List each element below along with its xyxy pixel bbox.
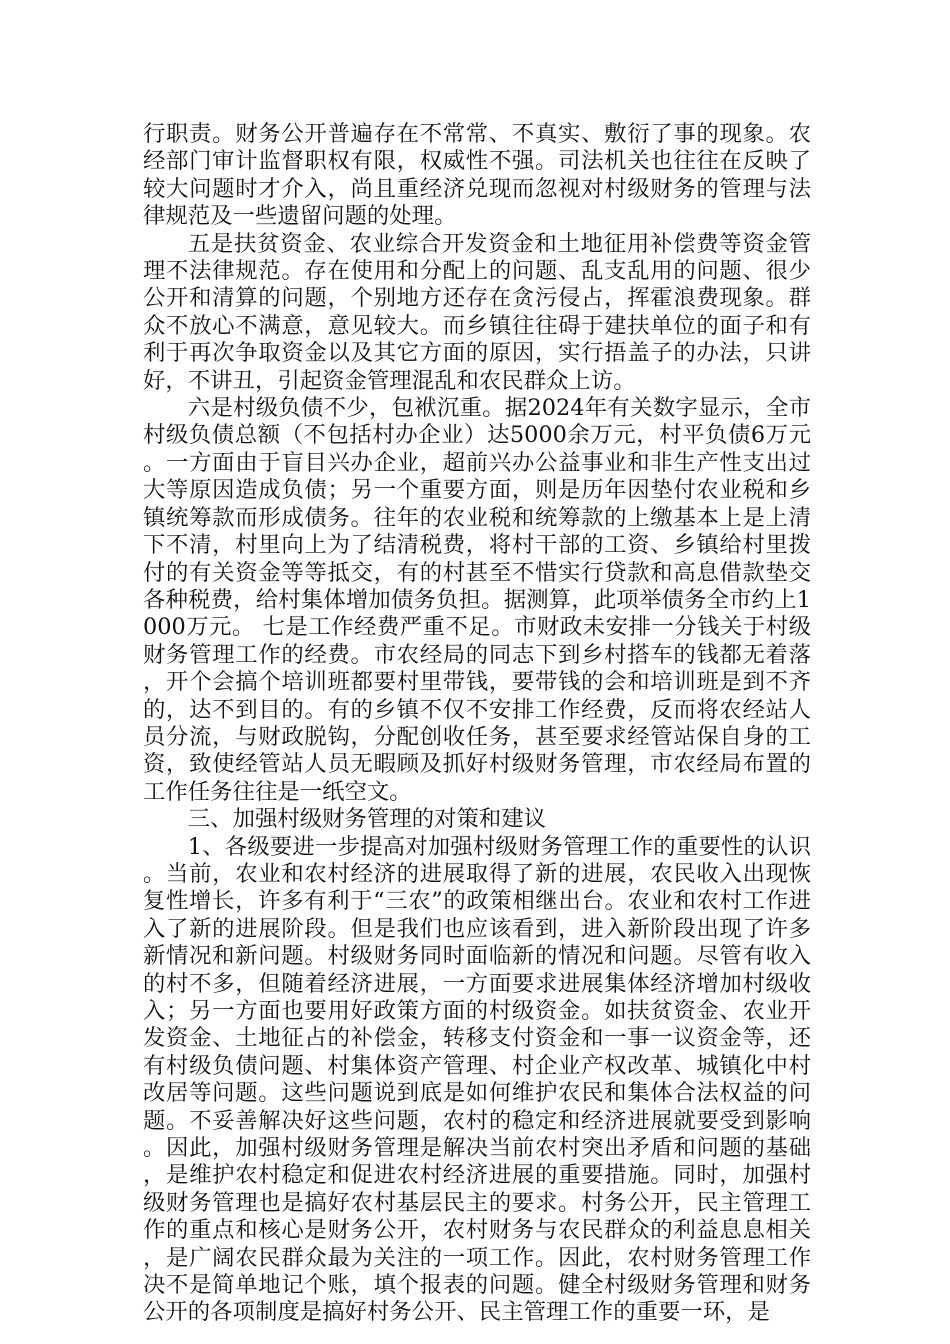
section-heading-three: 三、加强村级财务管理的对策和建议 bbox=[187, 806, 547, 833]
document-page bbox=[143, 121, 811, 1327]
paragraph-one: 1、各级要进一步提高对加强村级财务管理工作的重要性的认识。当前，农业和农村经济的进展取得了新的进展，农民收入出现恢复性增长，许多有利于“三农”的政策相继出台。农业和农村工作进入了新的进展阶段。但是我们也应该看到，进入新阶段出现了许多新情况和新问题。村级财务同时面临新的情况和问题。尽管有收入的村不多，但随着经济进展，一方面要求进展集体经济增加村级收入；另一方面也要用好政策方面的村级资金。如扶贫资金、农业开发资金、土地征占的补偿金，转移支付资金和一事一议资金等，还有村级负债问题、村集体资产管理、村企业产权改革、城镇化中村改居等问题。这些问题说到底是如何维护农民和集体合法权益的问题。不妥善解决好这些问题，农村的稳定和经济进展就要受到影响。因此，加强村级财务管理是解决当前农村突出矛盾和问题的基础，是维护农村稳定和促进农村经济进展的重要措施。同时，加强村级财务管理也是搞好农村基层民主的要求。村务公开，民主管理工作的重点和核心是财务公开，农村财务与农民群众的利益息息相关，是广阔农民群众最为关注的一项工作。因此，农村财务管理工作决不是简单地记个账，填个报表的问题。健全村级财务管理和财务公开的各项制度是搞好村务公开、民主管理工作的重要一环，是 bbox=[143, 833, 811, 1326]
paragraph-five: 五是扶贫资金、农业综合开发资金和土地征用补偿费等资金管理不法律规范。存在使用和分配上的问题、乱支乱用的问题、很少公开和清算的问题，个别地方还存在贪污侵占，挥霍浪费现象。群众不放心不满意，意见较大。而乡镇往往碍于建扶单位的面子和有利于再次争取资金以及其它方面的原因，实行捂盖子的办法，只讲好，不讲丑，引起资金管理混乱和农民群众上访。 bbox=[143, 230, 811, 394]
paragraph-six: 六是村级负债不少，包袱沉重。据2024年有关数字显示，全市村级负债总额（不包括村办企业）达5000余万元，村平负债6万元。一方面由于盲目兴办企业，超前兴办公益事业和非生产性支出过大等原因造成负债；另一个重要方面，则是历年因垫付农业税和乡镇统筹款而形成债务。往年的农业税和统筹款的上缴基本上是上清下不清，村里向上为了结清税费，将村干部的工资、乡镇给村里拨付的有关资金等等抵交，有的村甚至不惜实行贷款和高息借款垫交各种税费，给村集体增加债务负担。据测算，此项举债务全市约上1000万元。 七是工作经费严重不足。市财政未安排一分钱关于村级财务管理工作的经费。市农经局的同志下到乡村搭车的钱都无着落，开个会搞个培训班都要村里带钱，要带钱的会和培训班是到不齐的，达不到目的。有的乡镇不仅不安排工作经费，反而将农经站人员分流，与财政脱钩，分配创收任务，甚至要求经管站保自身的工资，致使经管站人员无暇顾及抓好村级财务管理，市农经局布置的工作任务往往是一纸空文。 bbox=[143, 395, 811, 805]
paragraph-duty: 行职责。财务公开普遍存在不常常、不真实、敷衍了事的现象。农经部门审计监督职权有限，权威性不强。司法机关也往往在反映了较大问题时才介入，尚且重经济兑现而忽视对村级财务的管理与法律规范及一些遗留问题的处理。 bbox=[143, 121, 811, 230]
